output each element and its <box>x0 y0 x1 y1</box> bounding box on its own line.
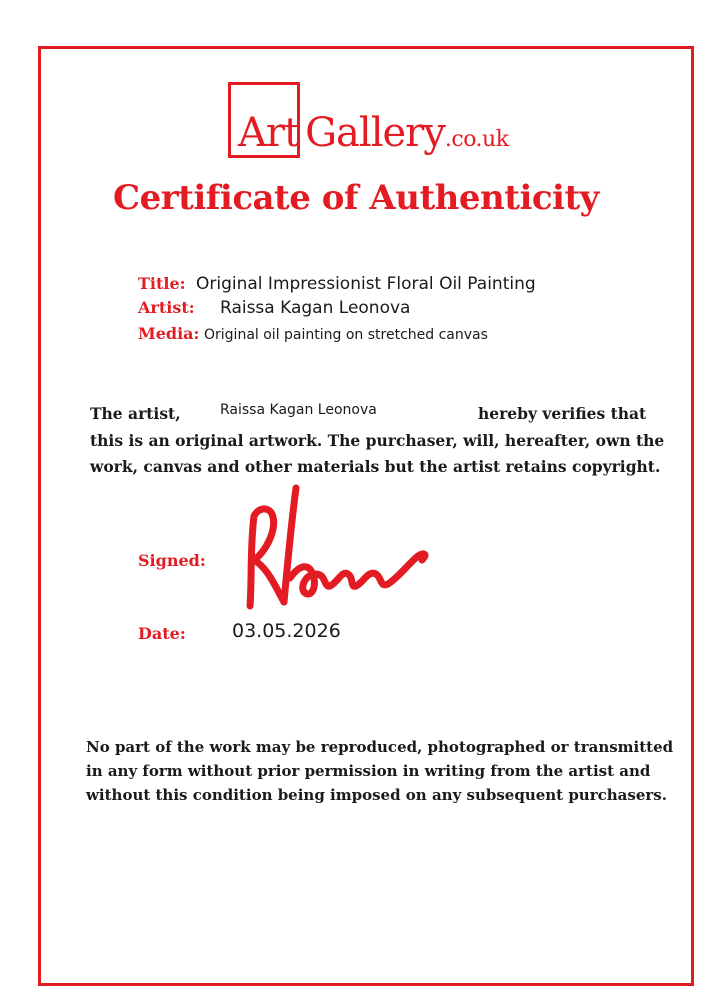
date-value: 03.05.2026 <box>232 620 341 642</box>
handwritten-signature <box>238 478 438 618</box>
logo-art-text: Art <box>238 110 300 156</box>
logo-domain-text: .co.uk <box>444 127 509 152</box>
date-label: Date: <box>138 624 186 643</box>
media-label: Media: <box>138 324 200 343</box>
artwork-title-row <box>138 274 536 294</box>
copyright-notice-line-1: No part of the work may be reproduced, photographed or transmitted <box>86 738 674 756</box>
verification-line-3: work, canvas and other materials but the artist retains copyright. <box>90 457 661 476</box>
artgallery-logo <box>228 82 548 160</box>
verification-line-2: this is an original artwork. The purchaser, will, hereafter, own the <box>90 431 665 450</box>
title-label: Title: <box>138 274 186 293</box>
copyright-notice-line-3: without this condition being imposed on any subsequent purchasers. <box>86 786 667 804</box>
logo-wordmark <box>238 110 509 156</box>
artist-row <box>138 298 410 318</box>
title-value: Original Impressionist Floral Oil Painting <box>196 274 536 294</box>
verification-artist-name: Raissa Kagan Leonova <box>220 402 377 418</box>
copyright-notice-line-2: in any form without prior permission in writing from the artist and <box>86 762 651 780</box>
artist-value: Raissa Kagan Leonova <box>220 298 411 318</box>
media-row <box>138 324 488 343</box>
verification-lead: The artist, <box>90 404 181 423</box>
signed-label: Signed: <box>138 551 206 570</box>
media-value: Original oil painting on stretched canvas <box>204 327 488 343</box>
verification-lead-end: hereby verifies that <box>478 404 647 423</box>
artist-label: Artist: <box>138 298 195 317</box>
certificate-title: Certificate of Authenticity <box>113 178 599 218</box>
logo-gallery-text: Gallery <box>305 110 445 156</box>
